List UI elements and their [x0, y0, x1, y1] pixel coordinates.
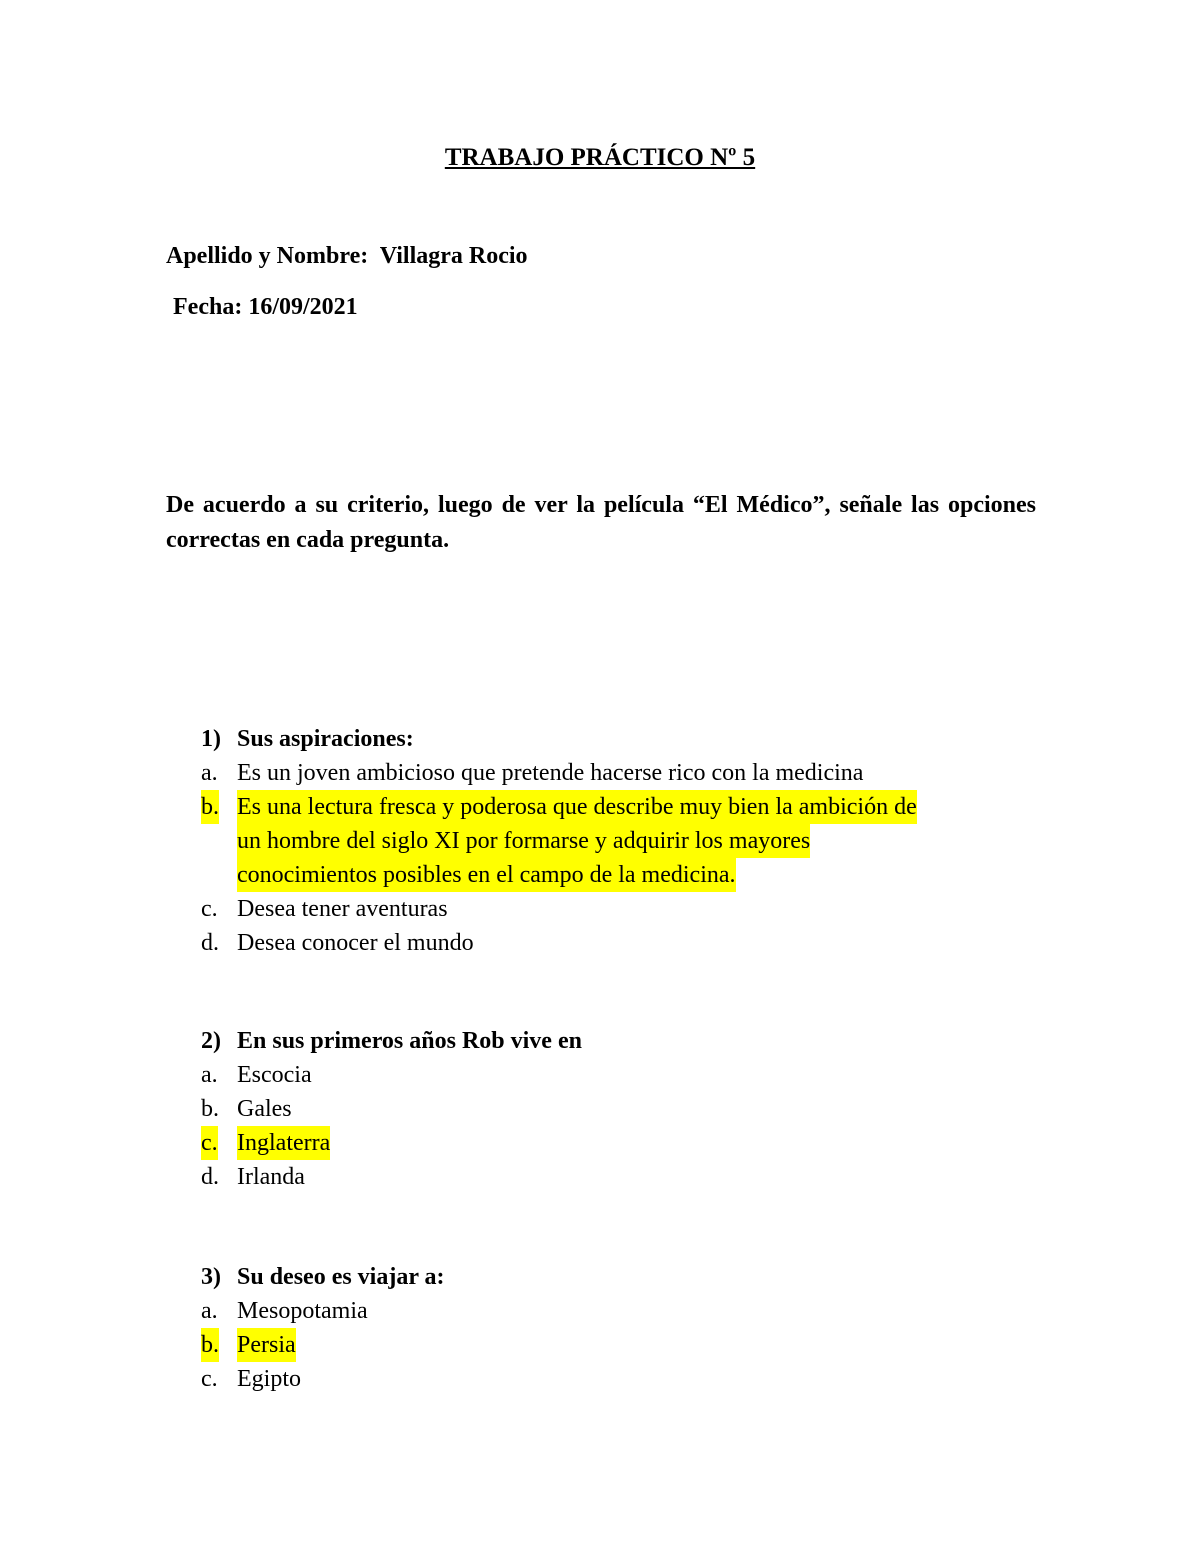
option-a [0, 756, 1200, 790]
option-letter: a. [201, 1298, 218, 1324]
option-text: Mesopotamia [237, 1298, 368, 1324]
option-a [0, 1058, 1200, 1092]
option-letter: d. [201, 1164, 219, 1190]
question-1 [0, 722, 1200, 960]
option-letter: a. [201, 760, 218, 786]
instructions: De acuerdo a su criterio, luego de ver la película “El Médico”, señale las opciones correctas en cada pregunta. [166, 492, 1036, 553]
option-c [0, 892, 1200, 926]
option-text: Inglaterra [237, 1126, 330, 1160]
option-letter: b. [201, 790, 219, 824]
question-heading [0, 722, 1200, 756]
option-text: Escocia [237, 1062, 312, 1088]
option-text: Desea tener aventuras [237, 896, 448, 922]
option-a [0, 1294, 1200, 1328]
option-text: Egipto [237, 1366, 301, 1392]
question-number: 1) [201, 726, 221, 752]
question-number: 2) [201, 1028, 221, 1054]
option-letter: c. [201, 1126, 218, 1160]
option-letter: b. [201, 1096, 219, 1122]
option-c [0, 1362, 1200, 1396]
name-label: Apellido y Nombre: [166, 243, 369, 269]
option-text: Persia [237, 1328, 296, 1362]
student-name-line [166, 241, 528, 271]
question-text: En sus primeros años Rob vive en [237, 1028, 582, 1054]
option-text: un hombre del siglo XI por formarse y adquirir los mayores [237, 824, 810, 858]
option-text: conocimientos posibles en el campo de la medicina. [237, 858, 736, 892]
option-b [0, 1092, 1200, 1126]
option-letter: c. [201, 1366, 218, 1392]
option-b [0, 1328, 1200, 1362]
date-value: 16/09/2021 [248, 294, 358, 320]
question-heading [0, 1260, 1200, 1294]
option-text: Es un joven ambicioso que pretende hacerse rico con la medicina [237, 760, 864, 786]
option-letter: b. [201, 1328, 219, 1362]
option-b [0, 790, 1200, 824]
date-label: Fecha: [173, 294, 243, 320]
option-d [0, 926, 1200, 960]
question-text: Su deseo es viajar a: [237, 1264, 445, 1290]
option-text: Desea conocer el mundo [237, 930, 474, 956]
question-2 [0, 1024, 1200, 1194]
option-b-continuation [0, 858, 1200, 892]
option-text: Es una lectura fresca y poderosa que describe muy bien la ambición de [237, 790, 917, 824]
date-line [173, 292, 358, 322]
option-text: Gales [237, 1096, 292, 1122]
option-letter: a. [201, 1062, 218, 1088]
option-text: Irlanda [237, 1164, 305, 1190]
question-heading [0, 1024, 1200, 1058]
question-text: Sus aspiraciones: [237, 726, 414, 752]
option-letter: d. [201, 930, 219, 956]
question-3 [0, 1260, 1200, 1396]
page-title: TRABAJO PRÁCTICO Nº 5 [444, 144, 756, 171]
question-number: 3) [201, 1264, 221, 1290]
name-value: Villagra Rocio [379, 243, 528, 269]
option-d [0, 1160, 1200, 1194]
option-letter: c. [201, 896, 218, 922]
option-c [0, 1126, 1200, 1160]
option-b-continuation [0, 824, 1200, 858]
